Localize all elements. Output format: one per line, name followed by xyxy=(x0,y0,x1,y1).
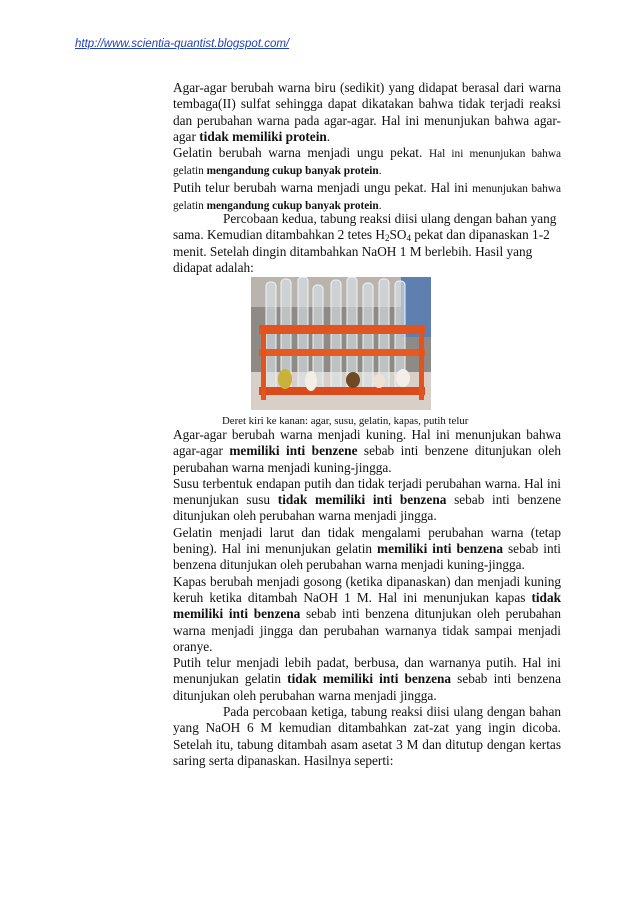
paragraph-susu-benzena: Susu terbentuk endapan putih dan tidak terjadi perubahan warna. Hal ini menunjukan susu tidak memiliki inti benzena sebab inti benzene ditunjukan oleh perubahan warna menjadi jingga. xyxy=(173,475,561,524)
paragraph-putih-telur-protein: Putih telur berubah warna menjadi ungu pekat. Hal ini menunjukan bahwa gelatin mengandung cukup banyak protein. xyxy=(173,179,561,213)
test-tube-photo xyxy=(251,277,431,410)
paragraph-kapas-benzena: Kapas berubah menjadi gosong (ketika dipanaskan) dan menjadi kuning keruh ketika ditambah NaOH 1 M. Hal ini menunjukan kapas tidak memiliki inti benzena sebab inti benzena ditunjukan oleh perubahan warna menjadi jingga dan perubahan warnanya tidak sampai menjadi oranye. xyxy=(173,573,561,654)
paragraph-percobaan-kedua: Percobaan kedua, tabung reaksi diisi ulang dengan bahan yang sama. Kemudian ditambahkan 2 tetes $H_2SO_4$ pekat dan dipanaskan 1-2 menit. Setelah dingin ditambahkan NaOH 1 M berlebih. Hasil yang didapat adalah: xyxy=(173,211,557,275)
header-url-link[interactable]: http://www.scientia-quantist.blogspot.com/ xyxy=(75,38,290,50)
paragraph-agar-protein: Agar-agar berubah warna biru (sedikit) yang didapat berasal dari warna tembaga(II) sulfat sehingga dapat dikatakan bahwa tidak terjadi reaksi dan perubahan warna pada agar-agar. Hal ini menunjukan bahwa agar-agar tidak memiliki protein. xyxy=(173,80,561,144)
paragraph-block-benzena xyxy=(173,427,561,769)
paragraph-gelatin-benzena: Gelatin menjadi larut dan tidak mengalami perubahan warna (tetap bening). Hal ini menunjukan gelatin memiliki inti benzena sebab inti benzena ditunjukan oleh perubahan warna menjadi kuning-jingga. xyxy=(173,524,562,573)
paragraph-block-protein xyxy=(173,80,561,214)
paragraph-percobaan-ketiga: Pada percobaan ketiga, tabung reaksi diisi ulang dengan bahan yang NaOH 6 M kemudian ditambahkan zat-zat yang ingin dicoba. Setelah itu, tabung ditambah asam asetat 3 M dan ditutup dengan kertas saring serta dipanaskan. Hasilnya seperti: xyxy=(173,704,561,768)
photo-caption: Deret kiri ke kanan: agar, susu, gelatin, kapas, putih telur xyxy=(222,415,469,427)
paragraph-agar-benzena: Agar-agar berubah warna menjadi kuning. Hal ini menunjukan bahwa agar-agar memiliki inti benzene sebab inti benzene ditunjukan oleh perubahan warna menjadi kuning-jingga. xyxy=(173,427,561,475)
paragraph-putih-telur-benzena: Putih telur menjadi lebih padat, berbusa, dan warnanya putih. Hal ini menunjukan gelatin tidak memiliki inti benzena sebab inti benzena ditunjukan oleh perubahan warna menjadi jingga. xyxy=(173,655,561,703)
paragraph-gelatin-protein: Gelatin berubah warna menjadi ungu pekat. Hal ini menunjukan bahwa gelatin mengandung cukup banyak protein. xyxy=(173,145,561,178)
